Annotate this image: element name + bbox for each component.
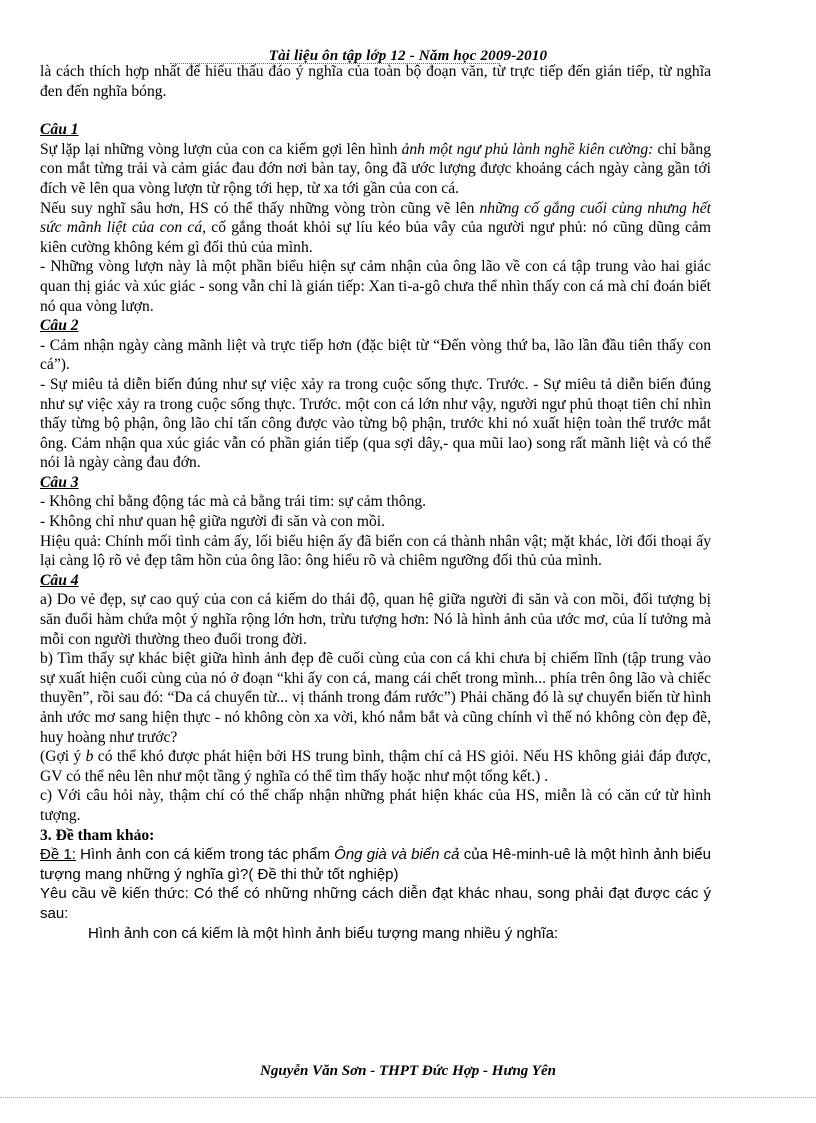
question-3-paragraph-2: - Không chỉ như quan hệ giữa người đi săn và con mồi. — [40, 513, 385, 531]
question-4-hint: (Gợi ý b có thể khó được phát hiện bởi HS trung bình, thậm chí cả HS giỏi. Nếu HS không giải đáp được, GV có thể nêu lên như một tầng ý nghĩa có thể tìm thấy hoặc như một tổng kết.) . — [40, 748, 711, 785]
question-4-paragraph-b: b) Tìm thấy sự khác biệt giữa hình ảnh đẹp đẽ cuối cùng của con cá khi chưa bị chiếm lĩnh (tập trung vào sự xuất hiện cuối cùng của nó ở đoạn “khi ấy con cá, mang cái chết trong mình... phía trên ông lão và chiếc thuyền”, rồi sau đó: “Da cá chuyển từ... vị thánh trong đám rước”) Phải chăng đó là sự chuyển biến từ hình ảnh ước mơ sang hiện thực - nó không còn xa vời, khó nắm bắt và cũng chính vì thế nó không còn đẹp đẽ, huy hoàng như trước? — [40, 650, 711, 746]
question-2-title: Câu 2 — [40, 317, 79, 335]
question-1-title: Câu 1 — [40, 121, 79, 139]
question-4-paragraph-c: c) Với câu hỏi này, thậm chí có thể chấp nhận những phát hiện khác của HS, miễn là có căn cứ từ hình tượng. — [40, 787, 711, 824]
page-header: Tài liệu ôn tập lớp 12 - Năm học 2009-2010 — [268, 48, 548, 64]
section-3-title: 3. Đề tham khảo: — [40, 826, 155, 844]
question-1-paragraph-2: Nếu suy nghĩ sâu hơn, HS có thể thấy những vòng tròn cũng vẽ lên những cố gắng cuối cùng nhưng hết sức mãnh liệt của con cá, cố gắng thoát khỏi sự líu kéo bủa vây của người ngư phủ: nó cũng dũng cảm kiên cường không kém gì đối thủ của mình. — [40, 199, 711, 256]
question-3-title: Câu 3 — [40, 473, 79, 491]
question-2-paragraph-2: - Sự miêu tả diễn biến đúng như sự việc xảy ra trong cuộc sống thực. Trước. - Sự miêu tả diễn biến đúng như sự việc xảy ra trong cuộc sống thực. Trước. một con cá lớn như vậy, người ngư phủ thoạt tiên chỉ nhìn thấy từng bộ phận, ông lão chỉ tấn công được vào từng bộ phận, trước khi nó xuất hiện toàn thể trước mắt ông. Cảm nhận qua xúc giác vẫn có phần gián tiếp (qua sợi dây,- qua mũi lao) song rất mãnh liệt và có thể nói là ngày càng đau đớn. — [40, 375, 711, 472]
footer-divider — [0, 1097, 816, 1098]
question-3-paragraph-3: Hiệu quả: Chính mối tình cảm ấy, lối biểu hiện ấy đã biến con cá thành nhân vật; mặt khác, lời đối thoại ấy lại càng lộ rõ vẻ đẹp tâm hồn của ông lão: ông hiểu rõ và chiêm ngưỡng đối thủ của mình. — [40, 532, 711, 570]
intro-paragraph: là cách thích hợp nhất để hiểu thấu đáo ý nghĩa của toàn bộ đoạn văn, từ trực tiếp đến gián tiếp, từ nghĩa đen đến nghĩa bóng. — [40, 63, 711, 100]
question-1-paragraph-3: - Những vòng lượn này là một phần biểu hiện sự cảm nhận của ông lão về con cá tập trung vào hai giác quan thị giác và xúc giác - song vẫn chỉ là gián tiếp: Xan ti-a-gô chưa thể nhìn thấy con cá mà chỉ đoán biết nó qua vòng lượn. — [40, 258, 711, 315]
knowledge-requirement: Yêu cầu về kiến thức: Có thể có những những cách diễn đạt khác nhau, song phải đạt được các ý sau: — [40, 885, 711, 922]
question-1-paragraph-1: Sự lặp lại những vòng lượn của con ca kiếm gợi lên hình ảnh một ngư phủ lành nghề kiên cường: chỉ bằng con mắt từng trải và cảm giác đau đớn nơi bàn tay, ông đã ước lượng được khoảng cách ngày càng gần tới đích vẽ lên qua vòng lượn từ rộng tới hẹp, từ xa tới gần của con cá. — [40, 140, 712, 197]
symbol-point: Hình ảnh con cá kiếm là một hình ảnh biểu tượng mang nhiều ý nghĩa: — [88, 924, 559, 942]
page-footer: Nguyễn Văn Sơn - THPT Đức Hợp - Hưng Yên — [260, 1063, 556, 1079]
question-4-paragraph-a: a) Do vẻ đẹp, sự cao quý của con cá kiếm do thái độ, quan hệ giữa người đi săn và con mồi, đối tượng bị săn đuổi hàm chứa một ý nghĩa rộng lớn hơn, trừu tượng hơn: Nó là hình ảnh của ước mơ, của lí tưởng mà mỗi con người thường theo đuổi trong đời. — [40, 591, 711, 648]
question-4-title: Câu 4 — [40, 571, 79, 589]
document-body — [40, 62, 711, 943]
exam-topic-1: Đề 1: Hình ảnh con cá kiếm trong tác phẩm Ông già và biển cả của Hê-minh-uê là một hình ảnh biểu tượng mang những ý nghĩa gì?( Đề thi thử tốt nghiệp) — [40, 846, 711, 883]
question-3-paragraph-1: - Không chỉ bằng động tác mà cả bằng trái tim: sự cảm thông. — [40, 493, 427, 511]
question-2-paragraph-1: - Cảm nhận ngày càng mãnh liệt và trực tiếp hơn (đặc biệt từ “Đến vòng thứ ba, lão lần đầu tiên thấy con cá”). — [40, 336, 711, 374]
